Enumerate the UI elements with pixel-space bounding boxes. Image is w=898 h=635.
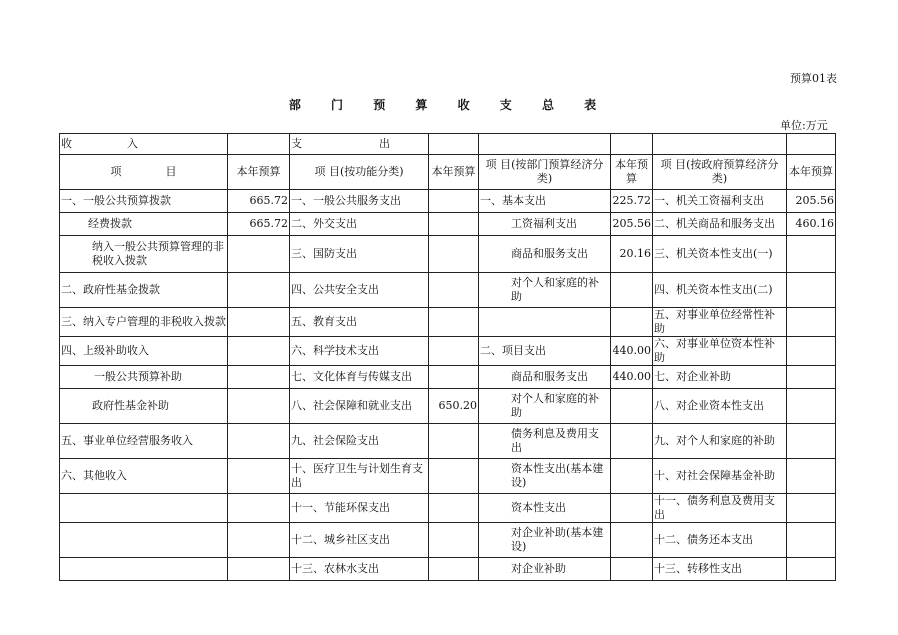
dept-econ-value: 440.00 [611,337,653,366]
func-item: 八、社会保障和就业支出 [290,389,429,424]
dept-econ-item: 资本性支出(基本建设) [479,459,611,494]
col-header-gov-econ-item: 项 目(按政府预算经济分类) [653,155,787,190]
dept-econ-value [611,424,653,459]
func-value [429,236,479,273]
func-item: 一、一般公共服务支出 [290,190,429,213]
table-row [60,213,836,236]
income-item: 一般公共预算补助 [60,366,228,389]
gov-econ-value [787,337,836,366]
dept-econ-item: 对个人和家庭的补助 [479,389,611,424]
func-item: 四、公共安全支出 [290,273,429,308]
func-value [429,213,479,236]
func-item: 六、科学技术支出 [290,337,429,366]
table-body [60,134,836,581]
func-value [429,273,479,308]
table-row [60,494,836,523]
func-value [429,459,479,494]
func-value: 650.20 [429,389,479,424]
gov-econ-value [787,308,836,337]
income-value [228,308,290,337]
header-row-2 [60,155,836,190]
gov-econ-item: 七、对企业补助 [653,366,787,389]
income-item [60,494,228,523]
func-value [429,494,479,523]
dept-econ-item: 对企业补助 [479,558,611,581]
table-row [60,308,836,337]
gov-econ-value [787,424,836,459]
gov-econ-item: 八、对企业资本性支出 [653,389,787,424]
page-title: 部 门 预 算 收 支 总 表 [288,98,610,112]
table-row [60,558,836,581]
gov-econ-item: 四、机关资本性支出(二) [653,273,787,308]
func-value [429,366,479,389]
income-item: 四、上级补助收入 [60,337,228,366]
table-row [60,337,836,366]
income-value [228,389,290,424]
dept-econ-item: 商品和服务支出 [479,236,611,273]
func-item: 十一、节能环保支出 [290,494,429,523]
col-header-budget: 本年预算 [228,155,290,190]
dept-econ-item [479,308,611,337]
income-item: 纳入一般公共预算管理的非税收入拨款 [60,236,228,273]
gov-econ-item: 十、对社会保障基金补助 [653,459,787,494]
table-row [60,190,836,213]
dept-econ-value: 20.16 [611,236,653,273]
income-item: 一、一般公共预算拨款 [60,190,228,213]
income-item: 三、纳入专户管理的非税收入拨款 [60,308,228,337]
dept-econ-value: 225.72 [611,190,653,213]
gov-econ-item: 六、对事业单位资本性补助 [653,337,787,366]
table-row [60,523,836,558]
col-header-budget: 本年预算 [611,155,653,190]
table-row [60,459,836,494]
gov-econ-item: 十三、转移性支出 [653,558,787,581]
form-number: 预算01表 [790,72,837,85]
gov-econ-value: 460.16 [787,213,836,236]
gov-econ-value [787,366,836,389]
income-value [228,523,290,558]
func-item: 七、文化体育与传媒支出 [290,366,429,389]
income-value [228,366,290,389]
table-row [60,424,836,459]
income-value: 665.72 [228,190,290,213]
gov-econ-value [787,273,836,308]
func-item: 十、医疗卫生与计划生育支出 [290,459,429,494]
gov-econ-item: 五、对事业单位经常性补助 [653,308,787,337]
gov-econ-item: 三、机关资本性支出(一) [653,236,787,273]
gov-econ-value [787,459,836,494]
income-value [228,558,290,581]
dept-econ-value: 205.56 [611,213,653,236]
func-value [429,190,479,213]
income-value [228,337,290,366]
dept-econ-value [611,389,653,424]
dept-econ-value [611,494,653,523]
income-value [228,236,290,273]
expense-header: 支 出 [290,134,429,155]
gov-econ-item: 一、机关工资福利支出 [653,190,787,213]
income-item [60,558,228,581]
dept-econ-item: 对企业补助(基本建设) [479,523,611,558]
gov-econ-value [787,236,836,273]
col-header-budget: 本年预算 [787,155,836,190]
gov-econ-item: 二、机关商品和服务支出 [653,213,787,236]
dept-econ-value [611,523,653,558]
income-item: 政府性基金补助 [60,389,228,424]
gov-econ-value: 205.56 [787,190,836,213]
func-item: 十三、农林水支出 [290,558,429,581]
gov-econ-value [787,494,836,523]
income-value [228,273,290,308]
dept-econ-item: 商品和服务支出 [479,366,611,389]
func-value [429,424,479,459]
dept-econ-value [611,558,653,581]
dept-econ-item: 对个人和家庭的补助 [479,273,611,308]
dept-econ-item: 一、基本支出 [479,190,611,213]
func-value [429,558,479,581]
func-value [429,337,479,366]
col-header-dept-econ-item: 项 目(按部门预算经济分类) [479,155,611,190]
income-item: 六、其他收入 [60,459,228,494]
income-item: 经费拨款 [60,213,228,236]
func-item: 五、教育支出 [290,308,429,337]
income-header: 收 入 [60,134,228,155]
income-item: 五、事业单位经营服务收入 [60,424,228,459]
budget-summary-table [59,133,836,581]
income-value [228,424,290,459]
col-header-func-item: 项 目(按功能分类) [290,155,429,190]
func-item: 十二、城乡社区支出 [290,523,429,558]
table-row [60,273,836,308]
income-value [228,494,290,523]
gov-econ-item: 十一、债务利息及费用支出 [653,494,787,523]
unit-label: 单位:万元 [780,119,828,132]
dept-econ-value [611,459,653,494]
income-value [228,459,290,494]
func-item: 二、外交支出 [290,213,429,236]
dept-econ-value: 440.00 [611,366,653,389]
dept-econ-value [611,308,653,337]
income-value: 665.72 [228,213,290,236]
dept-econ-value [611,273,653,308]
gov-econ-item: 十二、债务还本支出 [653,523,787,558]
gov-econ-item: 九、对个人和家庭的补助 [653,424,787,459]
func-item: 九、社会保险支出 [290,424,429,459]
func-item: 三、国防支出 [290,236,429,273]
table-row [60,389,836,424]
income-item [60,523,228,558]
header-row-1 [60,134,836,155]
table-row [60,236,836,273]
dept-econ-item: 工资福利支出 [479,213,611,236]
func-value [429,523,479,558]
table-row [60,366,836,389]
dept-econ-item: 二、项目支出 [479,337,611,366]
gov-econ-value [787,389,836,424]
func-value [429,308,479,337]
col-header-item: 项 目 [60,155,228,190]
gov-econ-value [787,558,836,581]
gov-econ-value [787,523,836,558]
dept-econ-item: 资本性支出 [479,494,611,523]
income-item: 二、政府性基金拨款 [60,273,228,308]
col-header-budget: 本年预算 [429,155,479,190]
dept-econ-item: 债务利息及费用支出 [479,424,611,459]
